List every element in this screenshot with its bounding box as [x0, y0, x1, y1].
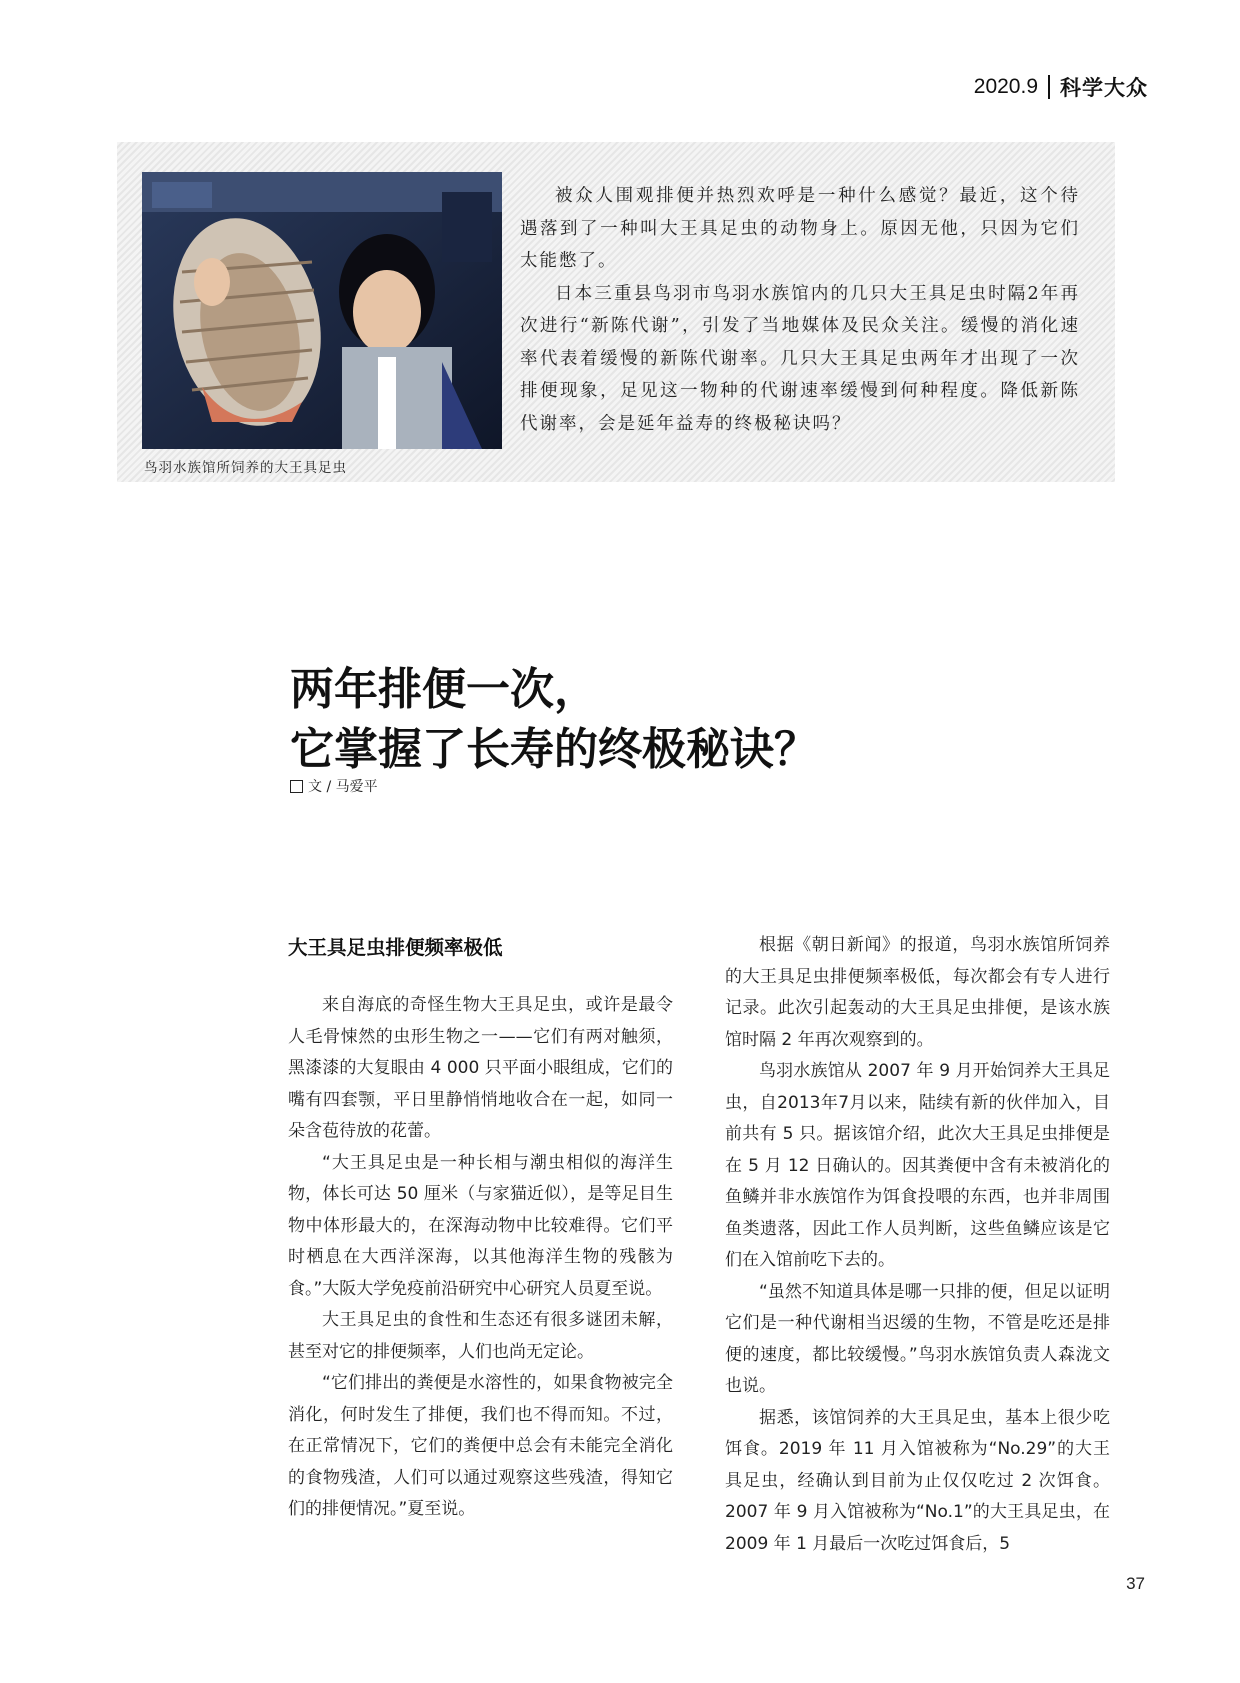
issue-date: 2020.9 — [973, 75, 1038, 98]
byline-text: 文 / 马爱平 — [308, 779, 378, 795]
intro-paragraph: 日本三重县鸟羽市鸟羽水族馆内的几只大王具足虫时隔2年再次进行“新陈代谢”，引发了当地媒体及民众关注。缓慢的消化速率代表着缓慢的新陈代谢率。几只大王具足虫两年才出现了一次排便现象，足见这一物种的代谢速率缓慢到何种程度。降低新陈代谢率，会是延年益寿的终极秘诀吗？ — [520, 283, 1080, 434]
left-column — [288, 990, 673, 1526]
intro-paragraph: 被众人围观排便并热烈欢呼是一种什么感觉？最近，这个待遇落到了一种叫大王具足虫的动物身上。原因无他，只因为它们太能憋了。 — [520, 186, 1080, 271]
isopod-photo — [142, 172, 502, 449]
body-paragraph: 根据《朝日新闻》的报道，鸟羽水族馆所饲养的大王具足虫排便频率极低，每次都会有专人进行记录。此次引起轰动的大王具足虫排便，是该水族馆时隔 2 年再次观察到的。 — [725, 935, 1110, 1050]
byline — [290, 776, 378, 796]
body-paragraph: 鸟羽水族馆从 2007 年 9 月开始饲养大王具足虫，自2013年7月以来，陆续有新的伙伴加入，目前共有 5 只。据该馆介绍，此次大王具足虫排便是在 5 月 12 日确认的。因其粪便中含有未被消化的鱼鳞并非水族馆作为饵食投喂的东西，也并非周围鱼类遗落，因此工作人员判断，这些鱼鳞应该是它们在入馆前吃下去的。 — [725, 1061, 1110, 1270]
header-divider — [1048, 75, 1050, 99]
title-line-2: 它掌握了长寿的终极秘诀？ — [290, 724, 818, 775]
right-column — [725, 930, 1110, 1560]
body-paragraph: “虽然不知道具体是哪一只排的便，但足以证明它们是一种代谢相当迟缓的生物，不管是吃还是排便的速度，都比较缓慢。”鸟羽水族馆负责人森泷文也说。 — [725, 1281, 1110, 1396]
body-paragraph: “大王具足虫是一种长相与潮虫相似的海洋生物，体长可达 50 厘米（与家猫近似），是等足目生物中体形最大的，在深海动物中比较难得。它们平时栖息在大西洋深海，以其他海洋生物的残骸为食。”大阪大学免疫前沿研究中心研究人员夏至说。 — [288, 1152, 673, 1299]
page-number: 37 — [1126, 1574, 1145, 1593]
body-paragraph: 大王具足虫的食性和生态还有很多谜团未解，甚至对它的排便频率，人们也尚无定论。 — [288, 1310, 673, 1362]
body-paragraph: 来自海底的奇怪生物大王具足虫，或许是最令人毛骨悚然的虫形生物之一——它们有两对触须，黑漆漆的大复眼由 4 000 只平面小眼组成，它们的嘴有四套颚，平日里静悄悄地收合在一起，如同一朵含苞待放的花蕾。 — [288, 995, 673, 1141]
intro-text — [520, 180, 1080, 440]
title-line-1: 两年排便一次， — [290, 664, 598, 715]
byline-box-icon — [290, 780, 303, 793]
page-header — [974, 72, 1148, 102]
photo-illustration — [142, 172, 502, 449]
section-heading: 大王具足虫排便频率极低 — [288, 936, 503, 959]
photo-caption: 鸟羽水族馆所饲养的大王具足虫 — [144, 460, 347, 476]
magazine-name: 科学大众 — [1060, 75, 1148, 100]
body-paragraph: 据悉，该馆饲养的大王具足虫，基本上很少吃饵食。2019 年 11 月入馆被称为“No.29”的大王具足虫，经确认到目前为止仅仅吃过 2 次饵食。2007 年 9 月入馆被称为“No.1”的大王具足虫，在 2009 年 1 月最后一次吃过饵食后，5 — [725, 1407, 1110, 1554]
body-paragraph: “它们排出的粪便是水溶性的，如果食物被完全消化，何时发生了排便，我们也不得而知。不过，在正常情况下，它们的粪便中总会有未能完全消化的食物残渣，人们可以通过观察这些残渣，得知它们的排便情况。”夏至说。 — [288, 1373, 673, 1519]
article-title — [290, 660, 818, 780]
